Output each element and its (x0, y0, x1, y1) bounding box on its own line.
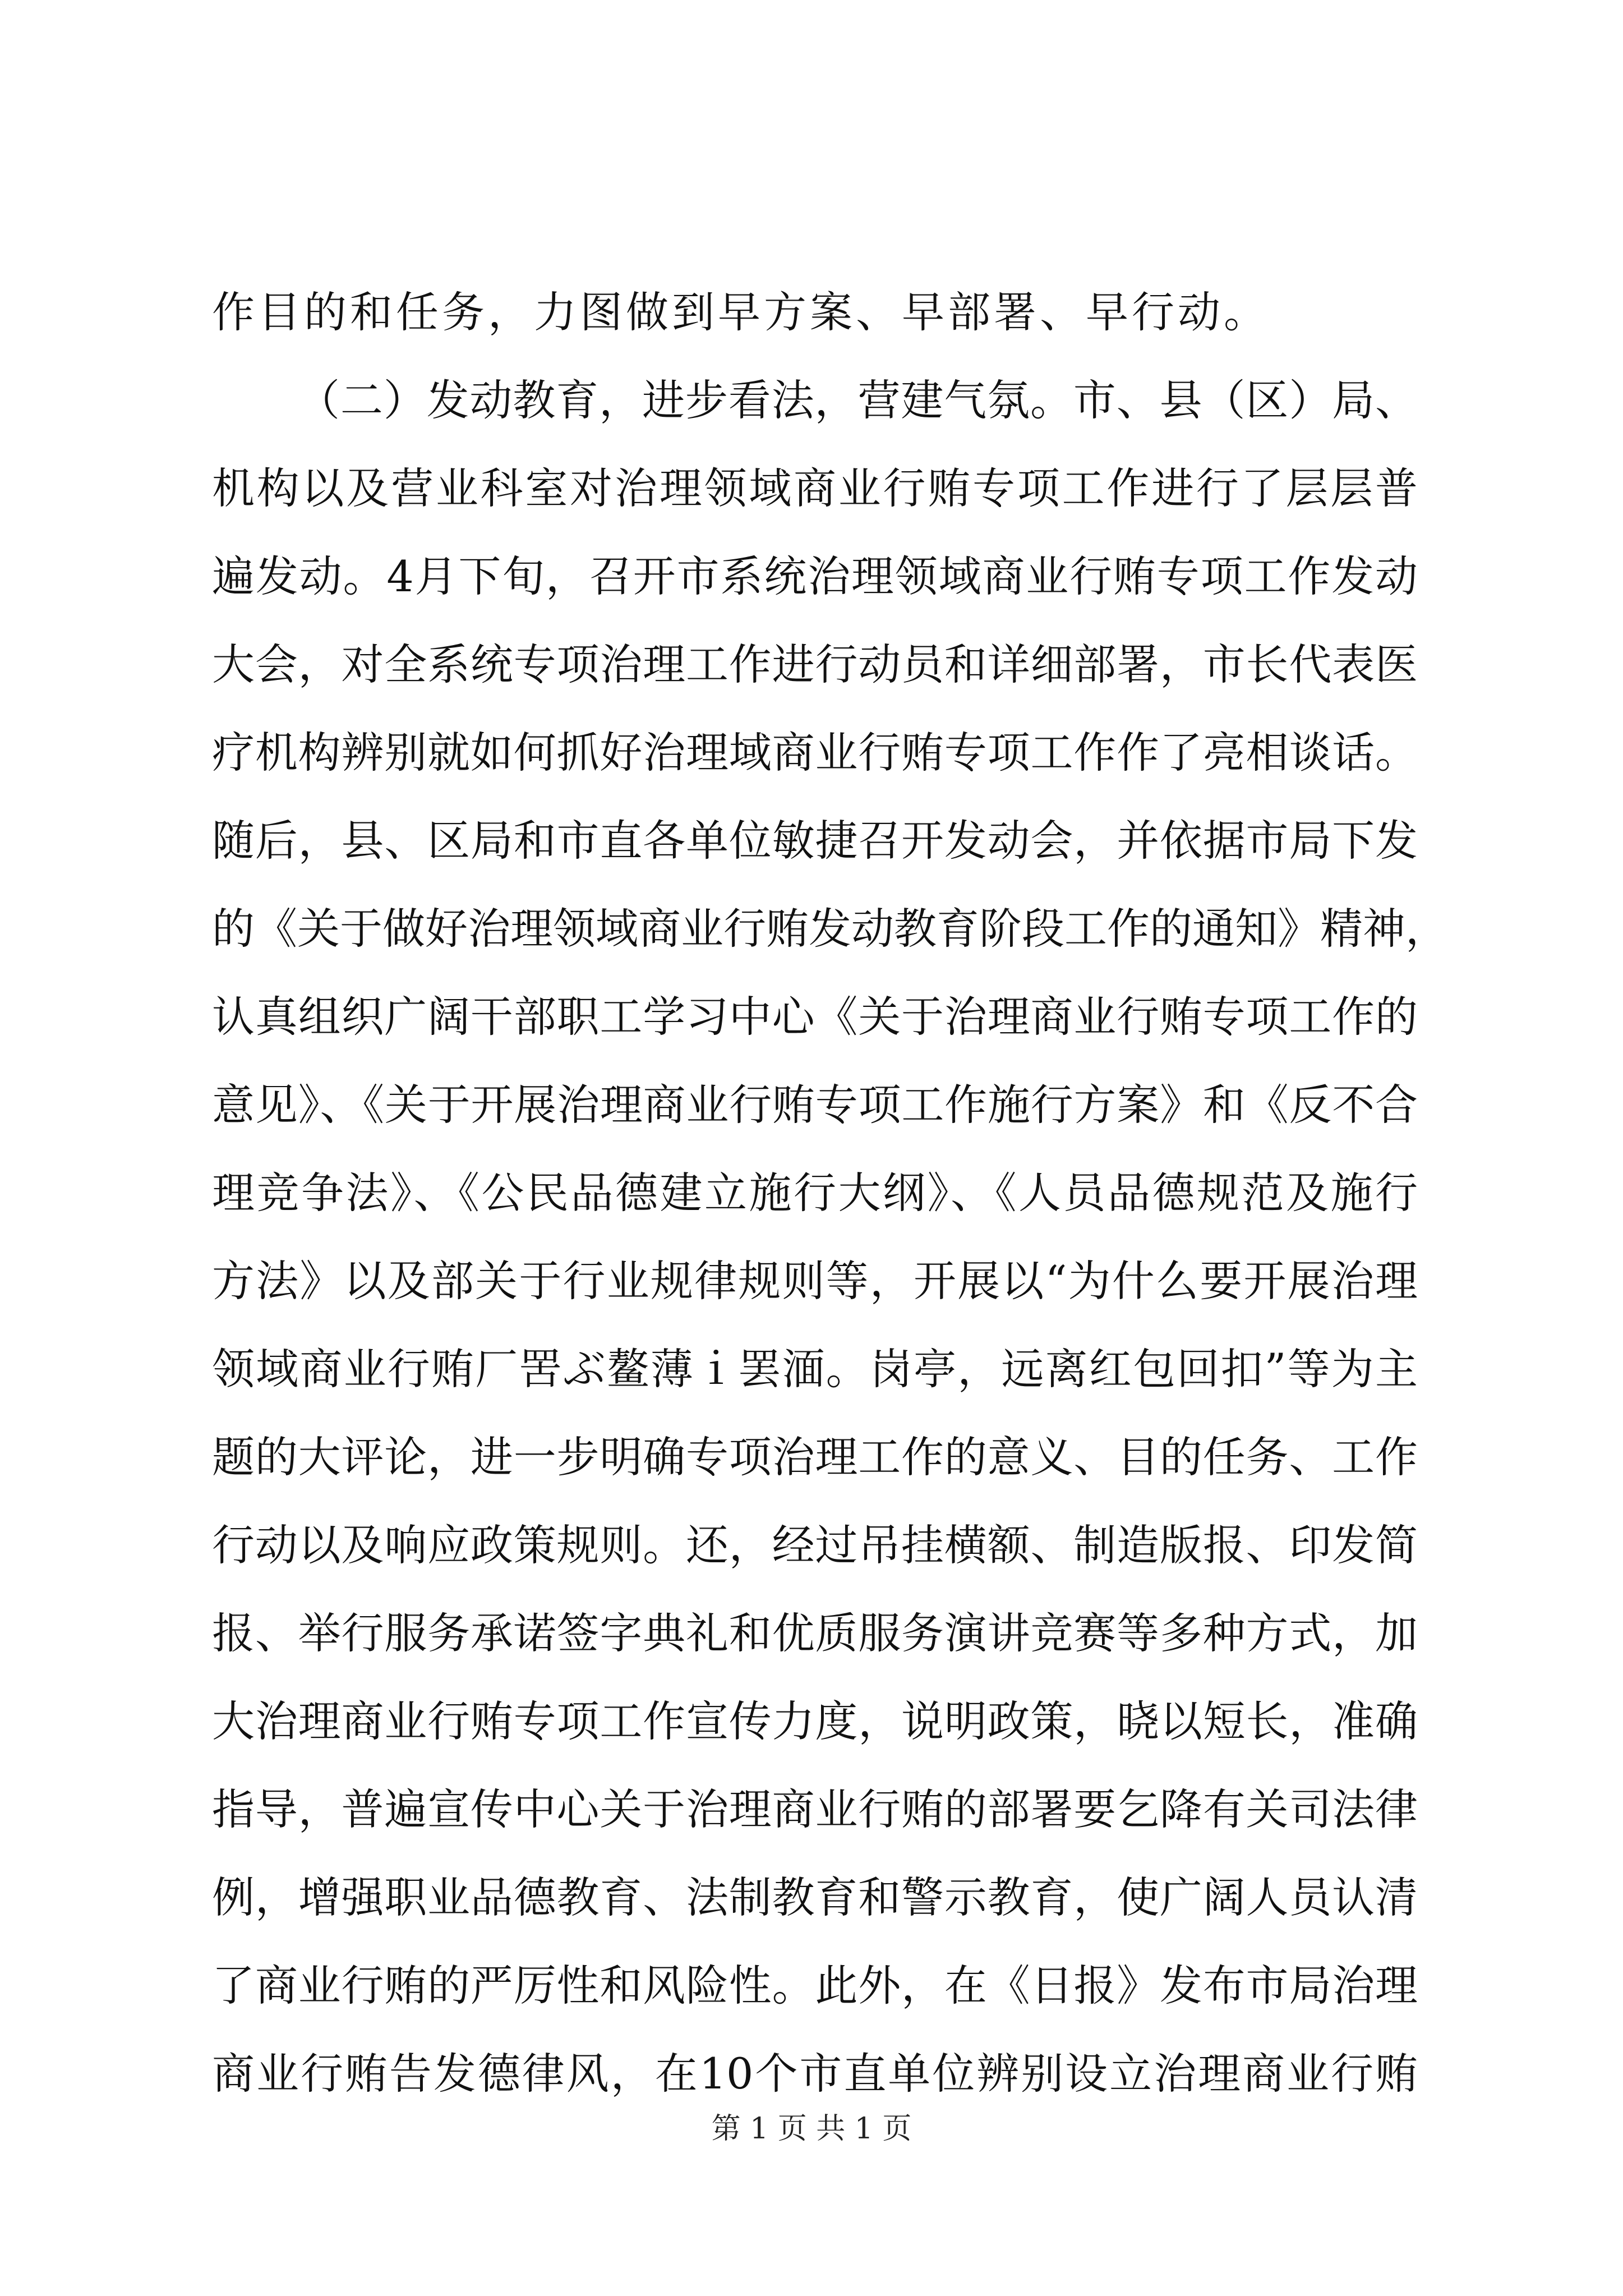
paragraph-line: 疗机构辨别就如何抓好治理域商业行贿专项工作作了亮相谈话。 (212, 728, 1418, 777)
paragraph-line: 了商业行贿的严厉性和风险性。此外，在《日报》发布市局治理 (212, 1961, 1418, 2010)
paragraph-line: （二）发动教育，进步看法，营建气氛。市、县（区）局、 (297, 375, 1418, 425)
paragraph-line: 报、举行服务承诺签字典礼和优质服务演讲竞赛等多种方式，加 (212, 1608, 1418, 1658)
paragraph-line: 认真组织广阔干部职工学习中心《关于治理商业行贿专项工作的 (212, 992, 1418, 1042)
paragraph-line: 意见》、《关于开展治理商业行贿专项工作施行方案》和《反不合 (212, 1080, 1418, 1130)
paragraph-line: 的《关于做好治理领域商业行贿发动教育阶段工作的通知》精神， (212, 904, 1448, 954)
paragraph-line: 题的大评论，进一步明确专项治理工作的意义、目的任务、工作 (212, 1432, 1418, 1482)
paragraph-line: 理竞争法》、《公民品德建立施行大纲》、《人员品德规范及施行 (212, 1168, 1418, 1218)
paragraph-line: 随后，县、区局和市直各单位敏捷召开发动会，并依据市局下发 (212, 816, 1418, 866)
paragraph-line: 例，增强职业品德教育、法制教育和警示教育，使广阔人员认清 (212, 1872, 1418, 1922)
paragraph-line: 大治理商业行贿专项工作宣传力度，说明政策，晓以短长，准确 (212, 1696, 1418, 1746)
paragraph-line: 机构以及营业科室对治理领域商业行贿专项工作进行了层层普 (212, 463, 1418, 513)
paragraph-line: 遍发动。4月下旬，召开市系统治理领域商业行贿专项工作发动 (212, 551, 1418, 601)
paragraph-line: 领域商业行贿厂罟ぶ鳌薄ｉ罢湎。岗亭，远离红包回扣”等为主 (212, 1344, 1418, 1394)
document-body (212, 268, 1448, 2118)
page-number: 第 1 页 共 1 页 (711, 2112, 912, 2146)
paragraph-line: 作目的和任务，力图做到早方案、早部署、早行动。 (212, 287, 1270, 337)
paragraph-line: 行动以及响应政策规则。还，经过吊挂横额、制造版报、印发简 (212, 1520, 1418, 1570)
paragraph-line: 商业行贿告发德律风，在10个市直单位辨别设立治理商业行贿 (212, 2049, 1418, 2099)
paragraph-line: 大会，对全系统专项治理工作进行动员和详细部署，市长代表医 (212, 639, 1418, 689)
paragraph-line: 方法》以及部关于行业规律规则等，开展以“为什么要开展治理 (212, 1256, 1418, 1306)
paragraph-line: 指导，普遍宣传中心关于治理商业行贿的部署要乞降有关司法律 (212, 1784, 1418, 1834)
page-footer (0, 2109, 1623, 2148)
